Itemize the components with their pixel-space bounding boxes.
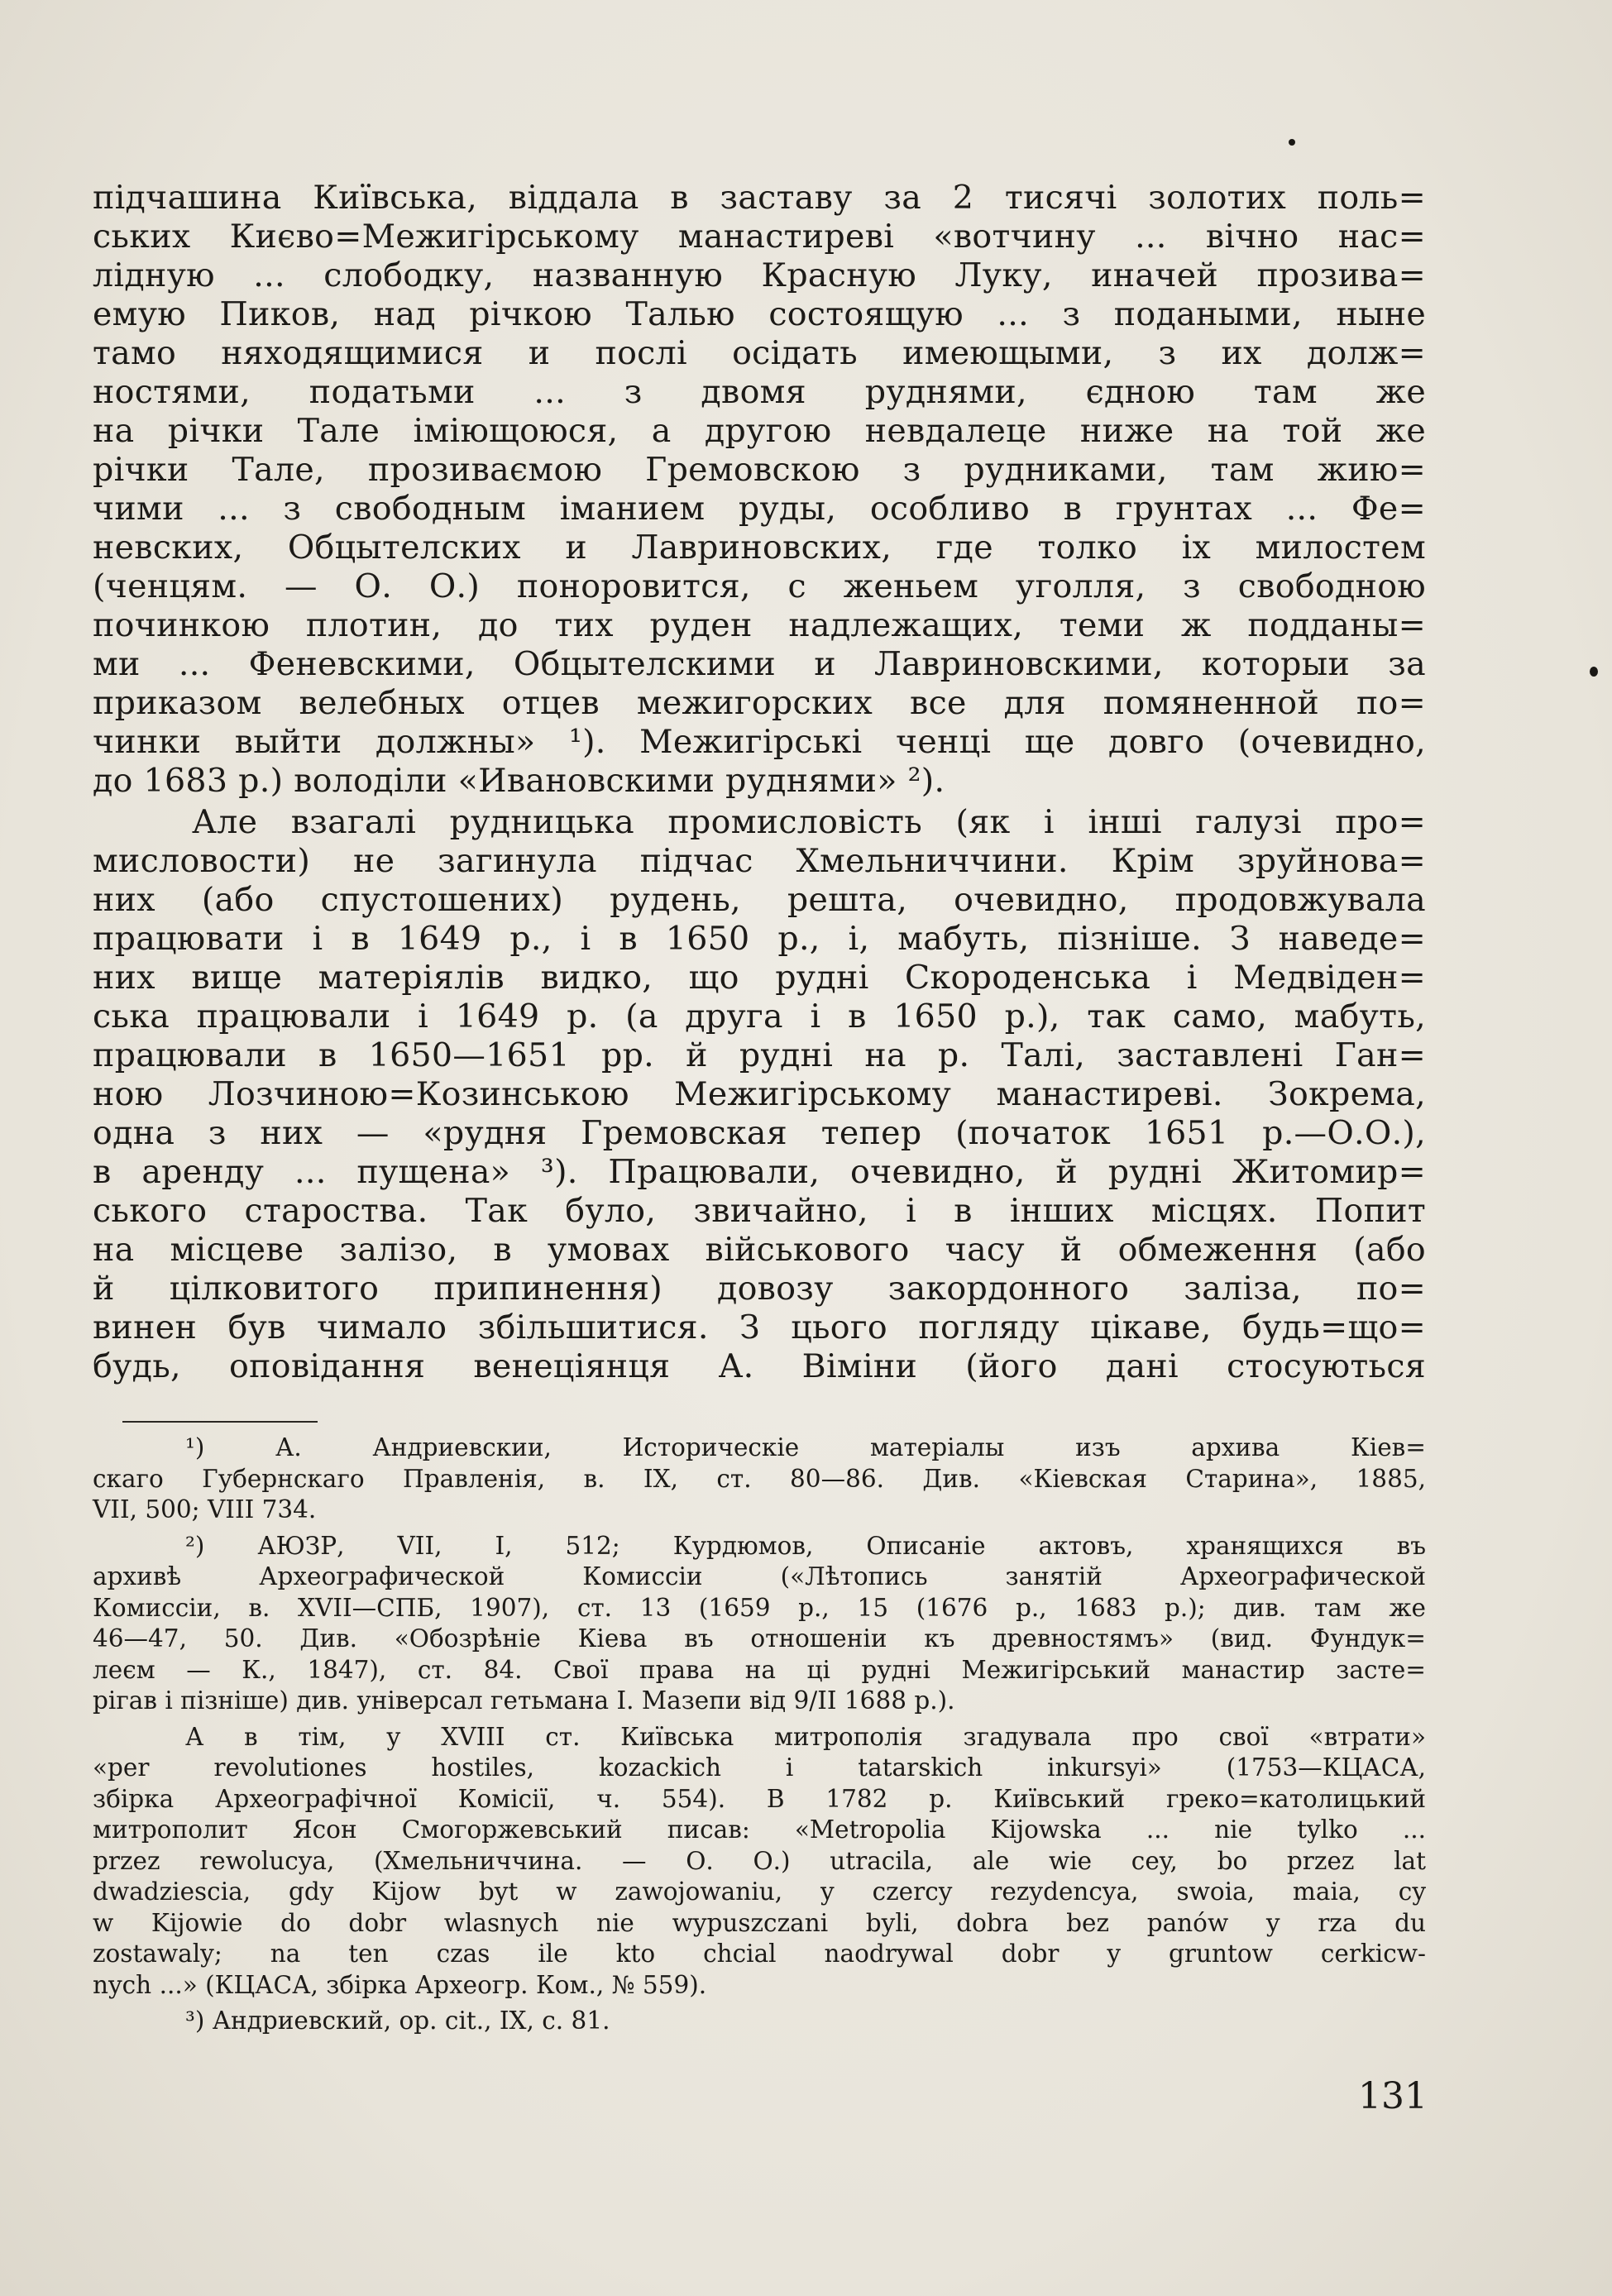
text-line: них вище матеріялів видко, що рудні Скороденська і Медвіден=: [93, 959, 1426, 997]
text-line: (ченцям. — О. О.) поноровится, с женьем уголля, з свободною: [93, 567, 1426, 605]
footnote-line: Комиссіи, в. XVII—СПБ, 1907), ст. 13 (1659 р., 15 (1676 р., 1683 р.); див. там же: [93, 1593, 1426, 1622]
text-line: чинки выйти должны» ¹). Межигірські ченці ще довго (очевидно,: [93, 723, 1426, 761]
text-line: працювали в 1650—1651 рр. й рудні на р. Талі, заставлені Ган=: [93, 1036, 1426, 1074]
paragraph-start: Але взагалі рудницька промисловість (як і інші галузі про=: [192, 803, 1426, 841]
footnote-line: скаго Губернскаго Правленія, в. IX, ст. 80—86. Див. «Кіевская Старина», 1885,: [93, 1464, 1426, 1493]
footnote-line: збірка Археографічної Комісії, ч. 554). В 1782 р. Київський греко=католицький: [93, 1784, 1426, 1813]
text-line: річки Тале, прозиваємою Гремовскою з рудниками, там жию=: [93, 451, 1426, 489]
footnotes: [93, 1433, 1426, 2037]
text-line: підчашина Київська, віддала в заставу за 2 тисячі золотих поль=: [93, 179, 1426, 217]
text-line: в аренду ... пущена» ³). Працювали, очевидно, й рудні Житомир=: [93, 1153, 1426, 1191]
ink-speck: [1590, 667, 1598, 677]
footnote-line: «per revolutiones hostiles, kozackich i tatarskich inkursyi» (1753—КЦАСА,: [93, 1753, 1426, 1782]
text-line: невских, Обцытелских и Лавриновских, где толко іх милостем: [93, 529, 1426, 567]
footnote-line: леєм — К., 1847), ст. 84. Свої права на ці рудні Межигірський манастир засте=: [93, 1655, 1426, 1684]
text-line: ського староства. Так було, звичайно, і в інших місцях. Попит: [93, 1192, 1426, 1230]
footnote-line: VII, 500; VIII 734.: [93, 1495, 317, 1523]
footnote-2: ²) АЮЗР, VII, I, 512; Курдюмов, Описаніе актовъ, хранящихся въ: [185, 1531, 1426, 1560]
footnote-divider: [122, 1421, 318, 1423]
footnote-line: zostawaly; na ten czas ile kto chcial naodrywal dobr y gruntow cerkicw-: [93, 1940, 1426, 1968]
text-line: ська працювали і 1649 р. (а друга і в 1650 р.), так само, мабуть,: [93, 997, 1426, 1036]
footnote-line: w Kijowie do dobr wlasnych nie wypuszczani byli, dobra bez panów y rza du: [93, 1908, 1426, 1937]
ink-speck: [1289, 139, 1295, 146]
text-line: на річки Тале iміющоюся, а другою невдалеце ниже на той же: [93, 412, 1426, 450]
text-line: ми ... Феневскими, Обцытелскими и Лавриновскими, которыи за: [93, 645, 1426, 683]
footnote-paragraph: А в тім, у XVIII ст. Київська митрополія згадувала про свої «втрати»: [185, 1722, 1426, 1751]
text-line: ностями, податьми ... з двомя руднями, єдною там же: [93, 373, 1426, 411]
footnote-line: przez rewolucya, (Хмельниччина. — О. О.) utracila, ale wie cey, bo przez lat: [93, 1846, 1426, 1875]
text-line: починкою плотин, до тих руден надлежащих, теми ж подданы=: [93, 606, 1426, 644]
text-line: працювати і в 1649 р., і в 1650 р., і, мабуть, пізніше. З наведе=: [93, 920, 1426, 958]
text-line: емую Пиков, над річкою Талью состоящую ... з подаными, ныне: [93, 295, 1426, 333]
text-line: й цілковитого припинення) довозу закордонного заліза, по=: [93, 1270, 1426, 1308]
text-line: до 1683 р.) володіли «Ивановскими руднями» ²).: [93, 762, 945, 800]
footnote-line: архивѣ Археографической Комиссіи («Лѣтопись занятій Археографической: [93, 1562, 1426, 1590]
text-line: ських Києво=Межигірському манастиреві «вотчину ... вічно нас=: [93, 218, 1426, 256]
page-number: 131: [1358, 2075, 1428, 2117]
footnote-line: митрополит Ясон Смогоржевський писав: «Metropolia Kijowska ... nie tylko ...: [93, 1815, 1426, 1844]
text-line: одна з них — «рудня Гремовская тепер (початок 1651 р.—О.О.),: [93, 1114, 1426, 1152]
footnote-line: nych ...» (КЦАСА, збірка Археогр. Ком., № 559).: [93, 1970, 707, 1999]
text-line: на місцеве залізо, в умовах військового часу й обмеження (або: [93, 1231, 1426, 1269]
text-line: тамо няходящимися и послі осідать имеющыми, з их долж=: [93, 334, 1426, 372]
text-line: ною Лозчиною=Козинською Межигірському манастиреві. Зокрема,: [93, 1075, 1426, 1113]
main-text: [93, 179, 1426, 1386]
footnote-line: 46—47, 50. Див. «Обозрѣніе Кіева въ отношеніи къ древностямъ» (вид. Фундук=: [93, 1624, 1426, 1653]
footnote-1: ¹) А. Андриевскии, Историческіе матеріалы изъ архива Кіев=: [185, 1433, 1426, 1461]
text-line: чими ... з свободным іманием руды, особливо в грунтах ... Фе=: [93, 490, 1426, 528]
footnote-3: ³) Андриевский, op. cit., IX, с. 81.: [185, 2007, 610, 2035]
text-line: мисловости) не загинула підчас Хмельниччини. Крім зруйнова=: [93, 842, 1426, 880]
footnote-line: рігав і пізніше) див. універсал гетьмана І. Мазепи від 9/II 1688 р.).: [93, 1686, 955, 1715]
text-line: приказом велебных отцев межигорских все для помяненной по=: [93, 684, 1426, 722]
text-line: будь, оповідання венеціянця А. Віміни (його дані стосуються: [93, 1347, 1426, 1385]
text-line: винен був чимало збільшитися. З цього погляду цікаве, будь=що=: [93, 1308, 1426, 1347]
text-line: них (або спустошених) рудень, решта, очевидно, продовжувала: [93, 881, 1426, 919]
text-line: лідную ... слободку, названную Красную Луку, иначей прозива=: [93, 256, 1426, 294]
footnote-line: dwadziescia, gdy Kijow byt w zawojowaniu, y czercy rezydencya, swoia, maia, cy: [93, 1877, 1426, 1906]
